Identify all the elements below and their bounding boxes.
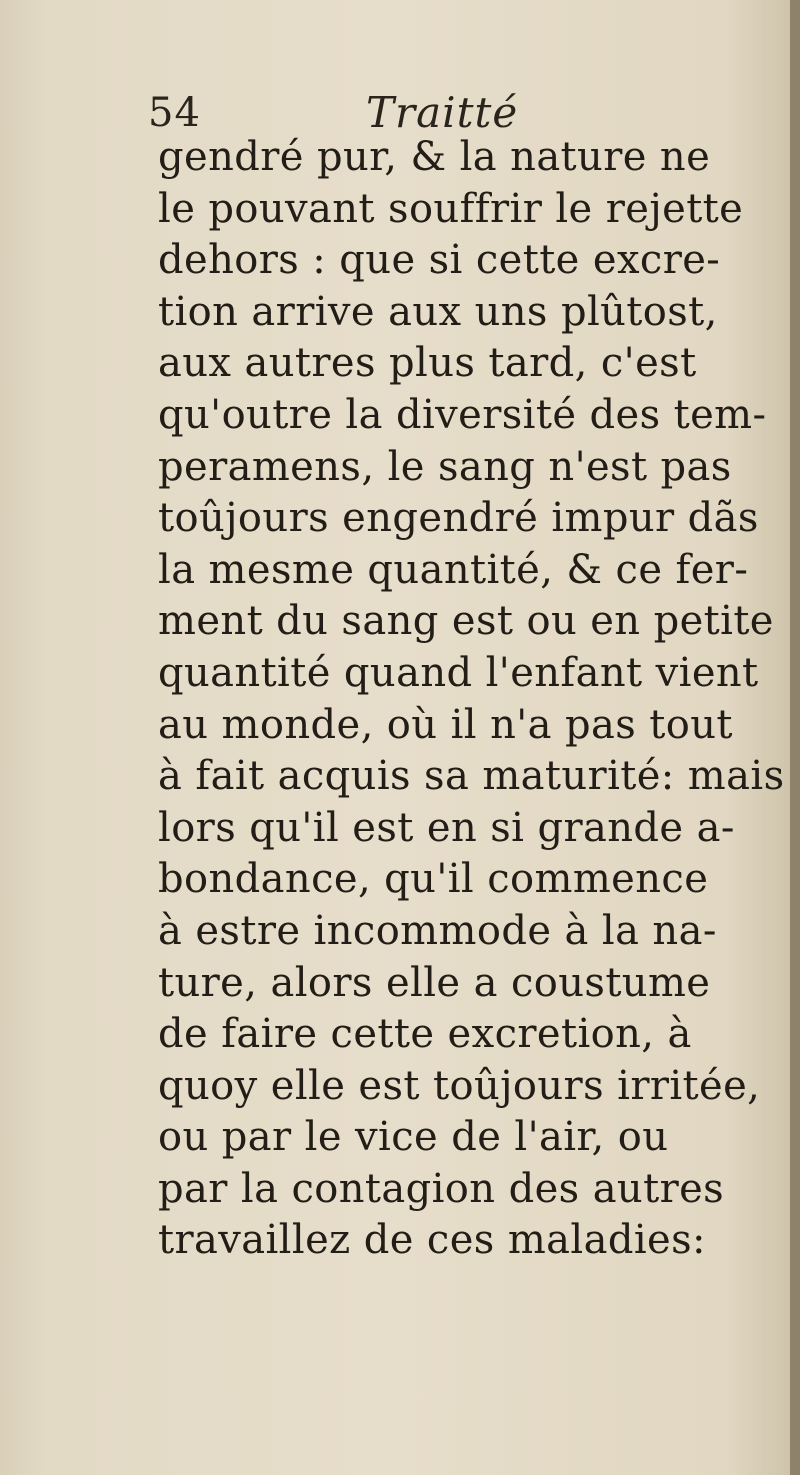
text-line: au monde, où il n'a pas tout (158, 701, 733, 748)
text-line: gendré pur, & la nature ne (158, 134, 711, 180)
text-line: ture, alors elle a coustume (158, 959, 711, 1006)
text-line: à estre incommode à la na- (158, 907, 717, 954)
text-line: la mesme quantité, & ce fer- (158, 546, 749, 593)
text-line: de faire cette excretion, à (158, 1011, 692, 1058)
page-edge (790, 0, 800, 1475)
text-line: le pouvant souffrir le rejette (158, 185, 744, 232)
text-line: par la contagion des autres (158, 1165, 725, 1212)
text-line: aux autres plus tard, c'est (158, 340, 697, 387)
page-header (148, 88, 748, 138)
text-line: ment du sang est ou en petite (158, 598, 774, 645)
text-line: tion arrive aux uns plûtost, (158, 288, 718, 335)
body-text (158, 132, 785, 1267)
text-line: lors qu'il est en si grande a- (158, 804, 735, 851)
text-line: travaillez de ces maladies: (158, 1217, 706, 1264)
running-head: Traitté (366, 88, 519, 137)
text-line: quantité quand l'enfant vient (158, 649, 759, 696)
text-line: bondance, qu'il commence (158, 856, 709, 903)
text-line: peramens, le sang n'est pas (158, 443, 732, 490)
text-line: qu'outre la diversité des tem- (158, 391, 767, 438)
text-line: dehors : que si cette excre- (158, 237, 721, 284)
text-line: ou par le vice de l'air, ou (158, 1114, 669, 1161)
text-line: à fait acquis sa maturité: mais (158, 753, 785, 800)
text-line: quoy elle est toûjours irritée, (158, 1062, 761, 1109)
page-number: 54 (148, 90, 201, 136)
text-line: toûjours engendré impur dãs (158, 495, 759, 542)
